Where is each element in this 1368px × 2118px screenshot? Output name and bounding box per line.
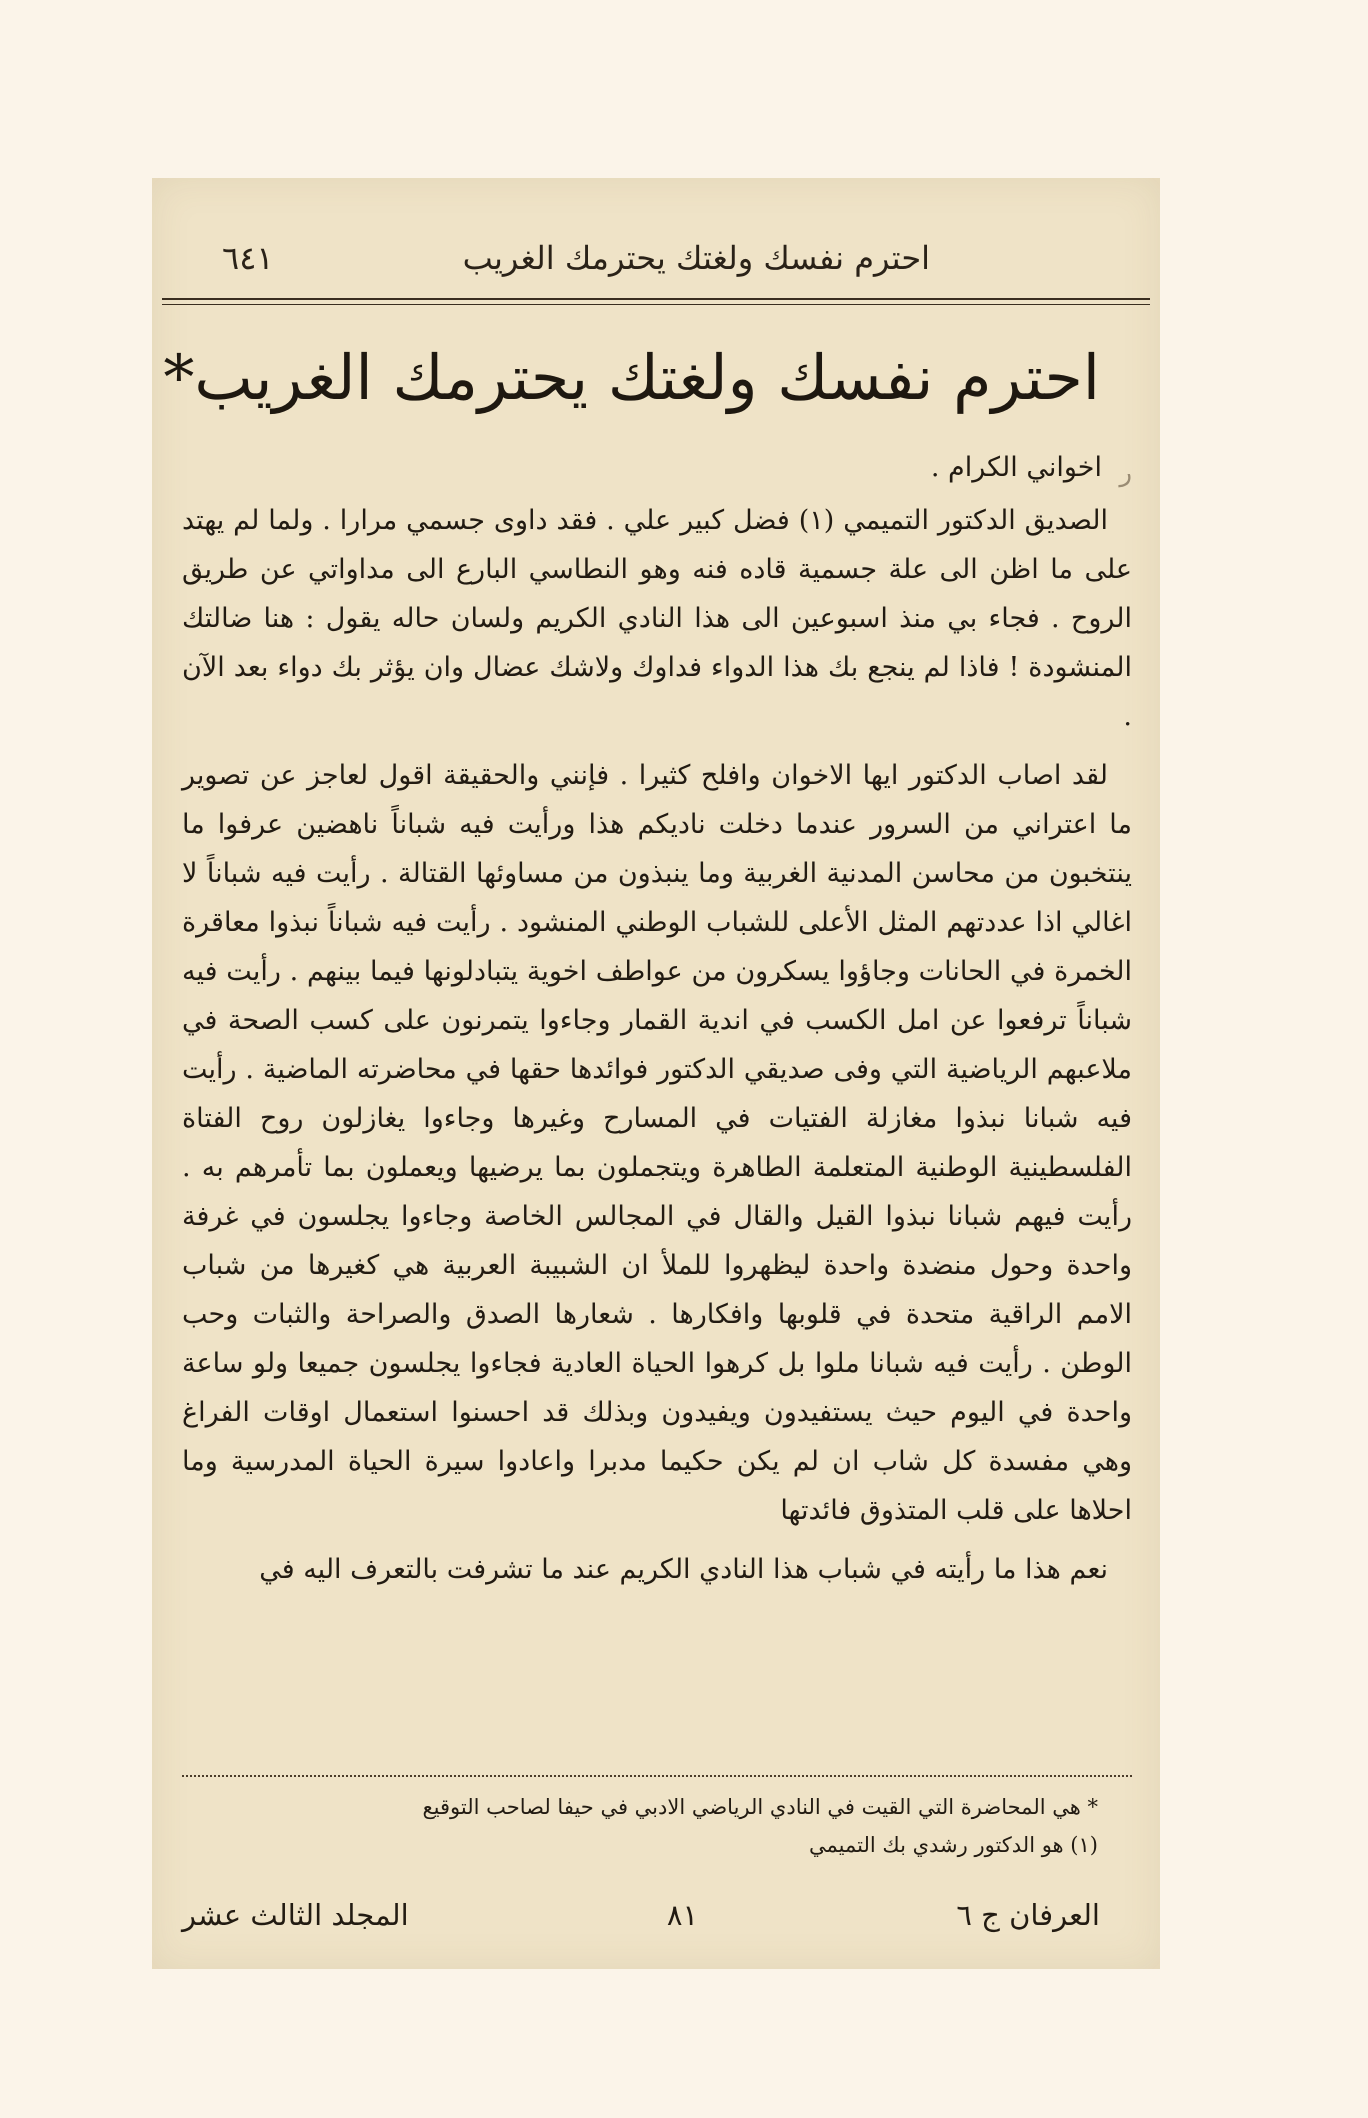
- paragraph-1: الصديق الدكتور التميمي (١) فضل كبير علي . فقد داوى جسمي مرارا . ولما لم يهتد على ما اظن الى علة جسمية قاده فنه وهو النطاسي البارع الى مداواتي عن طريق الروح . فجاء بي منذ اسبوعين الى هذا النادي الكريم ولسان حاله يقول : هنا ضالتك المنشودة ! فاذا لم ينجع بك هذا الدواء فداوك ولاشك عضال وان يؤثر بك دواء بعد الآن .: [182, 505, 1132, 732]
- footnote-star: * هي المحاضرة التي القيت في النادي الرياضي الادبي في حيفا لصاحب التوقيع: [422, 1795, 1098, 1819]
- journal-issue: العرفان ج ٦: [956, 1898, 1100, 1932]
- paragraph-3: نعم هذا ما رأيته في شباب هذا النادي الكريم عند ما تشرفت بالتعرف اليه في: [259, 1554, 1108, 1585]
- margin-mark: ﺭ: [1119, 458, 1132, 488]
- footnote-separator: [182, 1775, 1132, 1777]
- page-number: ٦٤١: [222, 239, 274, 277]
- paragraph-2: لقد اصاب الدكتور ايها الاخوان وافلح كثيرا . فإنني والحقيقة اقول لعاجز عن تصوير ما اعتراني من السرور عندما دخلت ناديكم هذا ورأيت فيه شباناً ناهضين عرفوا ما ينتخبون من محاسن المدنية الغربية وما ينبذون من مساوئها القتالة . رأيت فيه شباناً لا اغالي اذا عددتهم المثل الأعلى للشباب الوطني المنشود . رأيت فيه شباناً نبذوا معاقرة الخمرة في الحانات وجاؤوا يسكرون من عواطف اخوية يتبادلونها فيما بينهم . رأيت فيه شباناً ترفعوا عن امل الكسب في اندية القمار وجاءوا يتمرنون على كسب الصحة في ملاعبهم الرياضية التي وفى صديقي الدكتور فوائدها حقها في محاضرته الماضية . رأيت فيه شبانا نبذوا مغازلة الفتيات في المسارح وغيرها وجاءوا يغازلون روح الفتاة الفلسطينية الوطنية المتعلمة الطاهرة ويتجملون بما يرضيها ويعملون بما تأمرهم به . رأيت فيهم شبانا نبذوا القيل والقال في المجالس الخاصة وجاءوا يجلسون في غرفة واحدة وحول منضدة واحدة ليظهروا للملأ ان الشبيبة العربية هي كغيرها من شباب الامم الراقية متحدة في قلوبها وافكارها . شعارها الصدق والصراحة والثبات وحب الوطن . رأيت فيه شبانا ملوا بل كرهوا الحياة العادية فجاءوا يجلسون جميعا ولو ساعة واحدة في اليوم حيث يستفيدون ويفيدون وبذلك قد احسنوا استعمال اوقات الفراغ وهي مفسدة كل شاب ان لم يكن حكيما مدبرا واعادوا سيرة الحياة المدرسية وما احلاها على قلب المتذوق فائدتها: [182, 760, 1132, 1526]
- volume-label: المجلد الثالث عشر: [182, 1898, 409, 1932]
- page-footer: [182, 1890, 1100, 1940]
- article-body: [182, 443, 1132, 1604]
- running-title: احترم نفسك ولغتك يحترمك الغريب: [462, 239, 930, 277]
- header-rule: [162, 298, 1150, 305]
- footnote-1: (١) هو الدكتور رشدي بك التميمي: [809, 1833, 1098, 1857]
- article-title: احترم نفسك ولغتك يحترمك الغريب*: [163, 341, 1100, 414]
- sheet-number: ٨١: [666, 1898, 699, 1932]
- running-header: [202, 228, 1130, 288]
- greeting: اخواني الكرام .: [930, 452, 1102, 483]
- footnotes: [192, 1788, 1098, 1864]
- journal-page: [152, 178, 1160, 1969]
